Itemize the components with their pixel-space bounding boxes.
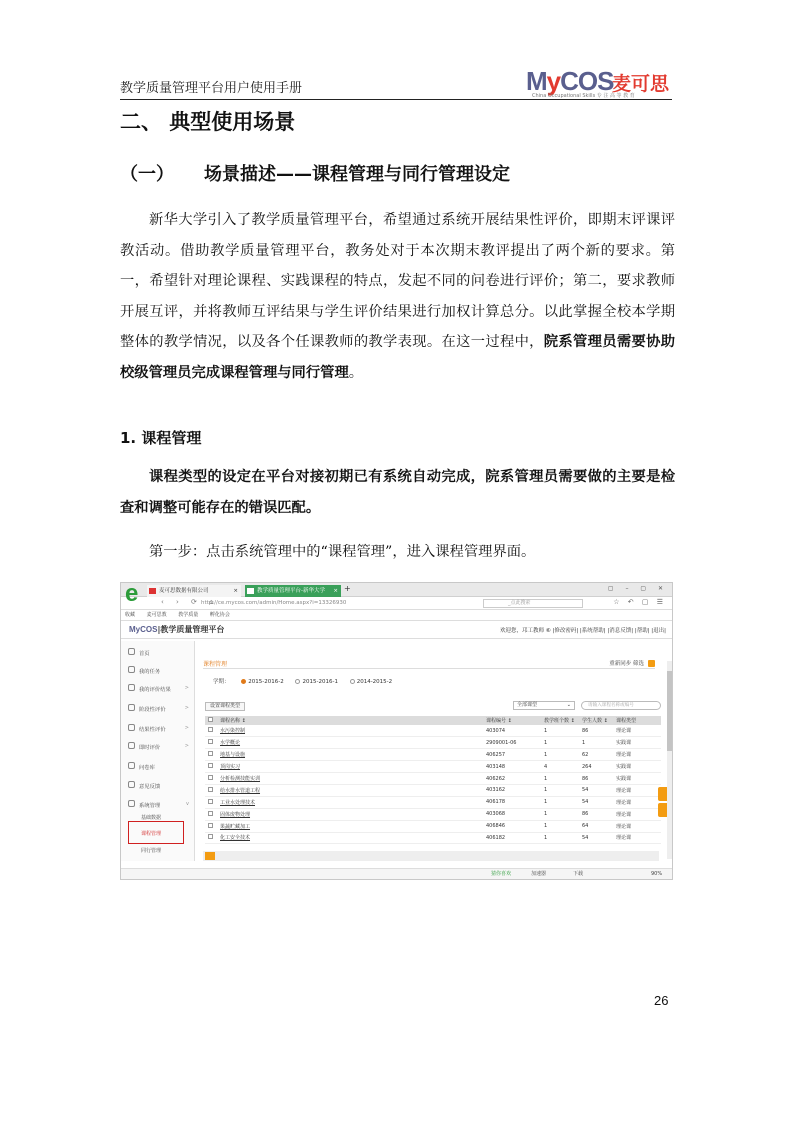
table-cell: 理论课 <box>613 749 661 761</box>
sidebar-sub-peer-management[interactable]: 同行管理 <box>141 848 162 854</box>
table-cell: 403074 <box>483 725 541 737</box>
row-checkbox[interactable] <box>208 811 213 816</box>
pagination-bar <box>203 851 659 861</box>
divider <box>203 668 655 669</box>
library-icon <box>128 762 135 769</box>
course-name-link[interactable]: 给水排水管道工程 <box>217 784 483 796</box>
course-name-link[interactable]: 固体废物处理 <box>217 808 483 820</box>
table-cell: 理论课 <box>613 808 661 820</box>
table-cell: 实践课 <box>613 737 661 749</box>
section-heading: 二、 典型使用场景 <box>120 110 296 134</box>
table-cell: 理论课 <box>613 784 661 796</box>
item-heading-course-management: 1. 课程管理 <box>120 429 202 447</box>
intro-text: 新华大学引入了教学质量管理平台，希望通过系统开展结果性评价，即期末评课评教活动。借助教学质量管理平台，教务处对于本次期末教评提出了两个新的要求。第一，希望针对理论课程、实践课程的特点，发起不同的问卷进行评价；第二，要求教师开展互评，并将教师互评结果与学生评价结果进行加权计算总分。以此掌握全校本学期整体的教学情况，以及各个任课教师的教学表现。在这一过程中， <box>120 212 675 350</box>
table-cell: 1 <box>541 796 579 808</box>
table-cell: 406178 <box>483 796 541 808</box>
course-name-link[interactable]: 地基与设施 <box>217 749 483 761</box>
window-controls[interactable]: ▢ – ▢ ✕ <box>607 585 668 592</box>
scrollbar[interactable] <box>667 661 672 859</box>
table-cell: 4 <box>541 761 579 773</box>
table-cell: 理论课 <box>613 725 661 737</box>
table-row[interactable] <box>205 725 661 737</box>
scrollbar-thumb[interactable] <box>667 671 672 751</box>
logo-mark: MyCOS <box>526 66 614 96</box>
table-row[interactable] <box>205 749 661 761</box>
table-cell: 1 <box>579 737 613 749</box>
table-cell: 1 <box>541 784 579 796</box>
document-title: 教学质量管理平台用户使用手册 <box>120 81 303 96</box>
table-cell: 406846 <box>483 820 541 832</box>
set-course-type-button[interactable]: 设置课程类型 <box>205 702 245 711</box>
browser-tools[interactable]: ☆ ↶ ▢ ☰ <box>613 598 666 606</box>
step-one-paragraph: 第一步：点击系统管理中的“课程管理”，进入课程管理界面。 <box>149 544 536 560</box>
table-cell: 1 <box>541 832 579 844</box>
browser-logo-icon: e <box>125 582 139 607</box>
close-icon[interactable]: × <box>233 588 238 594</box>
favorite-link[interactable]: 收藏 <box>125 612 136 618</box>
row-checkbox[interactable] <box>208 739 213 744</box>
notification-icon[interactable] <box>648 660 655 667</box>
intro-paragraph <box>120 205 675 388</box>
table-cell: 406182 <box>483 832 541 844</box>
user-links[interactable]: 欢迎您，邛工教师 ⑥ |修改密码| |系统帮助| |消息反馈| |帮助| |退出| <box>500 628 666 634</box>
browser-search-input[interactable]: _点此搜索 <box>483 599 583 608</box>
table-cell: 406257 <box>483 749 541 761</box>
subsection-number: （一） <box>120 164 174 185</box>
status-download[interactable]: 下载 <box>573 871 584 877</box>
subsection-heading <box>120 160 510 186</box>
table-cell: 54 <box>579 796 613 808</box>
mail-icon <box>128 781 135 788</box>
column-header: 课程类型 <box>613 716 661 725</box>
table-row[interactable] <box>205 784 661 796</box>
radio-term[interactable] <box>295 679 300 684</box>
table-row[interactable] <box>205 796 661 808</box>
url-field[interactable]: http://ce.mycos.com/admin/Home.aspx?i=13326930 <box>201 600 347 606</box>
table-cell: 理论课 <box>613 832 661 844</box>
table-cell: 86 <box>579 773 613 785</box>
course-management-screenshot <box>120 582 673 880</box>
intro-emphasis: 院系管理员需要协助校级管理员完成课程管理与同行管理 <box>120 334 676 381</box>
row-checkbox[interactable] <box>208 727 213 732</box>
page-header <box>120 60 672 100</box>
favorites-bar <box>121 610 672 621</box>
sidebar-item-result-evaluation[interactable]: 结果性评价 > <box>121 725 195 733</box>
document-icon <box>128 742 135 749</box>
row-checkbox[interactable] <box>208 763 213 768</box>
sidebar-item-tasks[interactable]: 我的任务 <box>121 667 195 675</box>
table-cell: 403162 <box>483 784 541 796</box>
zoom-level[interactable]: 90% <box>651 871 663 877</box>
column-header[interactable]: 学生人数 ↕ <box>579 716 613 725</box>
user-icon <box>128 666 135 673</box>
gear-icon <box>128 800 135 807</box>
course-table <box>205 716 661 844</box>
row-checkbox[interactable] <box>208 823 213 828</box>
table-row[interactable] <box>205 832 661 844</box>
column-header[interactable]: 课程编号 ↕ <box>483 716 541 725</box>
table-cell: 1 <box>541 725 579 737</box>
course-name-link[interactable]: 工业水处理技术 <box>217 796 483 808</box>
app-header <box>121 621 672 639</box>
table-cell: 1 <box>541 820 579 832</box>
table-cell: 403148 <box>483 761 541 773</box>
column-header[interactable]: 课程名称 ↕ <box>217 716 483 725</box>
status-accelerator[interactable]: 加速器 <box>531 871 547 877</box>
row-checkbox[interactable] <box>208 751 213 756</box>
close-icon[interactable]: × <box>333 588 338 594</box>
table-cell: 1 <box>541 808 579 820</box>
tab-favicon-icon <box>247 588 254 594</box>
sidebar-item-system-management[interactable]: 系统管理 v <box>121 801 195 809</box>
row-checkbox[interactable] <box>208 799 213 804</box>
app-sidebar <box>121 641 195 861</box>
select-all-checkbox[interactable] <box>208 717 213 722</box>
favorite-link[interactable]: 麦可思教 <box>146 612 167 618</box>
chevron-down-icon: ⌄ <box>566 702 571 708</box>
course-type-paragraph: 课程类型的设定在平台对接初期已有系统自动完成，院系管理员需要做的主要是检查和调整可能存在的错误匹配。 <box>120 469 675 516</box>
table-row[interactable] <box>205 773 661 785</box>
course-name-link[interactable]: 顶岗实习 <box>217 761 483 773</box>
course-name-link[interactable]: 水学概论 <box>217 737 483 749</box>
page-button[interactable] <box>205 852 215 860</box>
browser-tab-active[interactable]: 教学质量管理平台-新华大学 × <box>245 585 341 597</box>
table-cell: 1 <box>541 749 579 761</box>
table-row[interactable] <box>205 761 661 773</box>
radio-term-selected[interactable] <box>241 679 246 684</box>
table-cell: 403068 <box>483 808 541 820</box>
table-cell: 2909001-06 <box>483 737 541 749</box>
sidebar-item-home[interactable]: 首页 <box>121 649 195 657</box>
sidebar-item-results[interactable]: 我的评价结果 > <box>121 685 195 693</box>
home-icon <box>128 648 135 655</box>
chart-icon <box>128 684 135 691</box>
table-cell: 54 <box>579 784 613 796</box>
favorite-link[interactable]: 教学质量 <box>178 612 199 618</box>
sidebar-sub-basic-data[interactable]: 基础数据 <box>141 815 162 821</box>
edit-icon <box>128 704 135 711</box>
course-type-select[interactable]: 全部课型 ⌄ <box>513 701 575 710</box>
table-cell: 62 <box>579 749 613 761</box>
table-header-row <box>205 716 661 725</box>
logo-chinese-name: 麦可思 <box>612 73 670 95</box>
table-cell: 1 <box>541 773 579 785</box>
table-row[interactable] <box>205 737 661 749</box>
table-cell: 理论课 <box>613 820 661 832</box>
browser-status-bar <box>121 868 673 879</box>
mycos-logo <box>522 66 672 99</box>
table-row[interactable] <box>205 808 661 820</box>
table-cell: 实践课 <box>613 773 661 785</box>
highlight-annotation-box <box>128 821 184 844</box>
panel-actions[interactable]: 重新同步 筛选 <box>609 659 655 667</box>
sidebar-item-feedback[interactable]: 意见反馈 <box>121 782 195 790</box>
table-cell: 1 <box>541 737 579 749</box>
sidebar-item-questionnaire-library[interactable]: 问卷库 <box>121 763 195 771</box>
radio-term[interactable] <box>350 679 355 684</box>
course-search-input[interactable]: 请输入课程名称或编号 <box>581 701 661 710</box>
check-icon <box>128 724 135 731</box>
table-cell: 理论课 <box>613 796 661 808</box>
table-cell: 实践课 <box>613 761 661 773</box>
navigation-buttons[interactable]: ‹ › ⟳ ⌂ <box>161 598 219 606</box>
course-name-link[interactable]: 分析检测技能实训 <box>217 773 483 785</box>
column-header[interactable]: 教学班个数 ↕ <box>541 716 579 725</box>
course-name-link[interactable]: 水污染控制 <box>217 725 483 737</box>
course-management-panel <box>203 647 663 861</box>
status-recommend[interactable]: 猜你喜欢 <box>491 871 512 877</box>
course-name-link[interactable]: 果蔬贮藏加工 <box>217 820 483 832</box>
table-cell: 86 <box>579 725 613 737</box>
table-cell: 86 <box>579 808 613 820</box>
table-cell: 64 <box>579 820 613 832</box>
logo-tagline: China Occupational Skills 专 注 高 等 教 育 <box>532 93 635 99</box>
app-logo: MyCOS|教学质量管理平台 <box>129 625 225 634</box>
course-name-link[interactable]: 化工安全技术 <box>217 832 483 844</box>
row-checkbox[interactable] <box>208 775 213 780</box>
tab-favicon-icon <box>149 588 156 594</box>
breadcrumb: 课程管理 <box>203 661 228 668</box>
table-cell: 406262 <box>483 773 541 785</box>
table-cell: 54 <box>579 832 613 844</box>
row-checkbox[interactable] <box>208 787 213 792</box>
intro-end: 。 <box>348 364 364 381</box>
sidebar-sub-course-management[interactable]: 课程管理 <box>141 831 162 837</box>
table-row[interactable] <box>205 820 661 832</box>
table-cell: 264 <box>579 761 613 773</box>
subsection-title: 场景描述——课程管理与同行管理设定 <box>204 164 510 185</box>
sidebar-item-instant-evaluation[interactable]: 即时评价 > <box>121 743 195 751</box>
sidebar-item-stage-evaluation[interactable]: 阶段性评价 > <box>121 705 195 713</box>
address-bar <box>121 597 672 610</box>
new-tab-button[interactable]: + <box>344 584 351 593</box>
favorite-link[interactable]: 孵化协会 <box>209 612 230 618</box>
term-selector: 学期： 2015-2016-2 2015-2016-1 2014-2015-2 <box>213 679 393 685</box>
page-number: 26 <box>654 993 669 1008</box>
browser-tab[interactable]: 麦可思数据有限公司 × <box>147 585 241 597</box>
row-checkbox[interactable] <box>208 834 213 839</box>
